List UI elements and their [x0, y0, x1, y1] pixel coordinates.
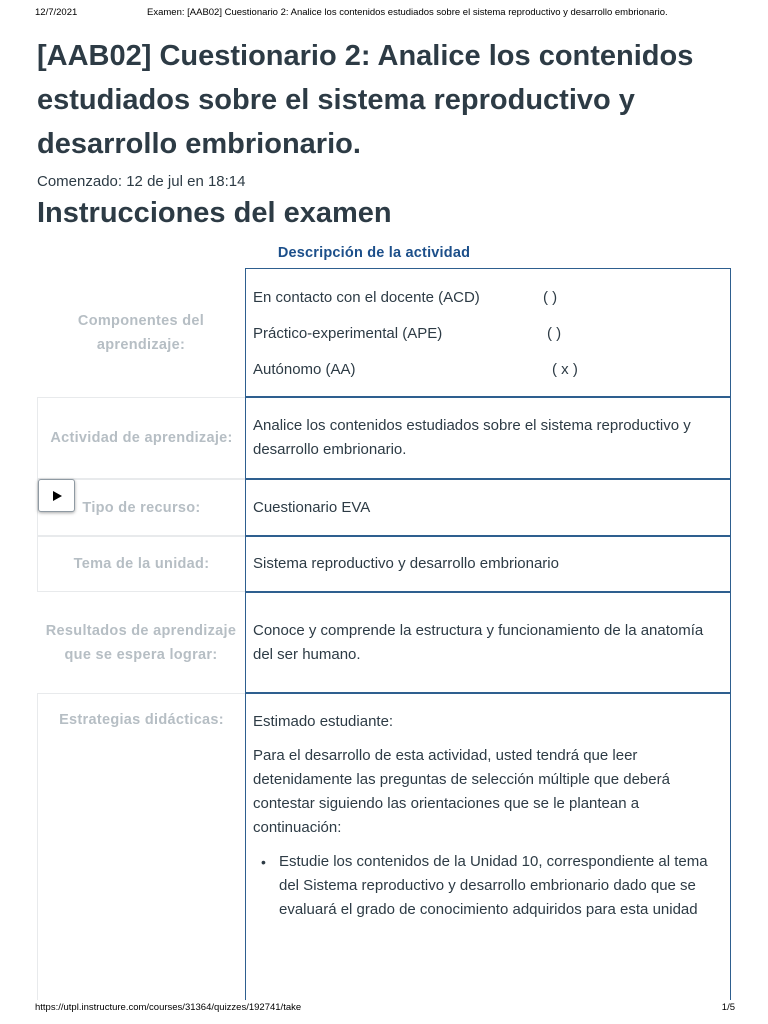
print-date: 12/7/2021 — [35, 7, 78, 18]
component-ape — [253, 316, 723, 352]
table-row-strategies — [37, 693, 731, 1000]
component-acd-name: En contacto con el docente (ACD) — [253, 288, 480, 306]
activity-value: Analice los contenidos estudiados sobre el sistema reproductivo y desarrollo embrionario. — [245, 397, 731, 479]
section-title: Instrucciones del examen — [37, 197, 392, 229]
started-time: Comenzado: 12 de jul en 18:14 — [37, 173, 246, 190]
table-row-topic — [37, 536, 731, 592]
strategies-intro: Para el desarrollo de esta actividad, usted tendrá que leer detenidamente las preguntas de selección múltiple que deberá contestar siguiendo las orientaciones que se le plantean a continuación: — [253, 747, 670, 836]
print-footer — [0, 998, 768, 1024]
results-label: Resultados de aprendizaje que se espera lograr: — [45, 622, 237, 663]
table-row-resource — [37, 479, 731, 536]
component-acd — [253, 280, 723, 316]
play-icon — [51, 490, 63, 502]
print-doc-title: Examen: [AAB02] Cuestionario 2: Analice los contenidos estudiados sobre el sistema reproductivo y desarrollo embrionario. — [147, 7, 668, 18]
bullet-dot: • — [261, 854, 266, 870]
page-title: [AAB02] Cuestionario 2: Analice los contenidos estudiados sobre el sistema reproductivo y desarrollo embrionario. — [37, 40, 694, 160]
components-label: Componentes del aprendizaje: — [77, 312, 205, 353]
strategies-bullet-text: Estudie los contenidos de la Unidad 10, correspondiente al tema del Sistema reproductivo y desarrollo embrionario dado que se evaluará el grado de conocimiento adquiridos para esta unidad — [279, 853, 708, 918]
strategies-bullet — [253, 850, 723, 922]
topic-value: Sistema reproductivo y desarrollo embrionario — [245, 536, 731, 592]
table-row-results — [37, 592, 731, 693]
table-row-components — [37, 268, 731, 397]
strategies-value — [245, 693, 731, 1000]
strategies-label: Estrategias didácticas: — [37, 693, 245, 1000]
component-ape-name: Práctico-experimental (APE) — [253, 324, 443, 342]
component-acd-mark: ( ) — [543, 288, 558, 306]
topic-label: Tema de la unidad: — [37, 536, 245, 592]
print-page-number: 1/5 — [721, 1002, 735, 1013]
strategies-greeting: Estimado estudiante: — [253, 713, 394, 730]
print-header — [0, 0, 768, 24]
component-aa-mark: ( x ) — [552, 360, 578, 378]
components-value — [245, 268, 731, 397]
component-aa-name: Autónomo (AA) — [253, 360, 356, 378]
activity-label: Actividad de aprendizaje: — [37, 397, 245, 479]
play-button[interactable] — [38, 479, 75, 512]
resource-value: Cuestionario EVA — [245, 479, 731, 536]
table-row-activity — [37, 397, 731, 479]
resource-label: Tipo de recurso: — [37, 479, 245, 536]
results-value: Conoce y comprende la estructura y funcionamiento de la anatomía del ser humano. — [245, 592, 731, 693]
component-aa — [253, 352, 723, 388]
component-ape-mark: ( ) — [547, 324, 562, 342]
print-url: https://utpl.instructure.com/courses/31364/quizzes/192741/take — [35, 1002, 302, 1013]
table-caption: Descripción de la actividad — [277, 245, 471, 261]
